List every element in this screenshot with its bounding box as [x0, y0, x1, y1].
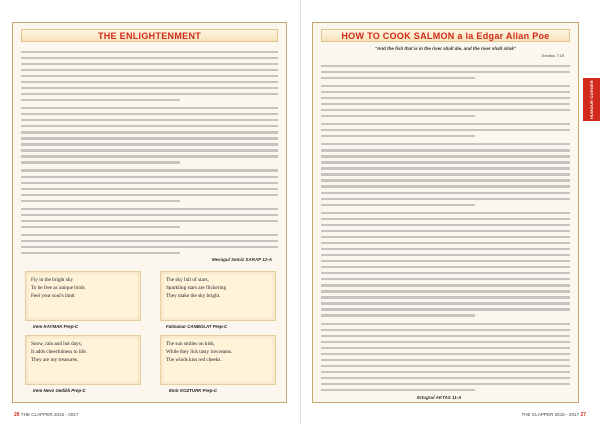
text-line [321, 349, 570, 355]
text-line [321, 305, 570, 311]
text-line [321, 379, 570, 385]
poem-line: They make the sky bright. [166, 293, 221, 299]
text-line [321, 67, 570, 73]
text-line [21, 103, 278, 109]
poem-author: Irem Nevo Gedikli Prep-C [33, 388, 86, 393]
poem-author: Irem KAYMAK Prep-C [33, 324, 79, 329]
text-line [321, 343, 570, 349]
text-line [21, 178, 278, 184]
text-line [321, 287, 570, 293]
footer-text: THE CLAPPER 2016 - 2017 [20, 412, 79, 417]
article-frame-salmon [312, 22, 579, 403]
text-line [321, 331, 570, 337]
text-line [321, 170, 570, 176]
text-line [21, 140, 278, 146]
text-line [21, 146, 278, 152]
text-line [21, 236, 278, 242]
text-line [21, 242, 278, 248]
text-line [321, 269, 570, 275]
article-byline: Mesagul Semiz SARAP 12-A [211, 257, 272, 262]
text-line [21, 128, 278, 134]
article-title-bar [321, 29, 570, 42]
text-line [321, 119, 570, 125]
text-line [321, 87, 570, 93]
text-line [21, 83, 278, 89]
text-line [321, 182, 570, 188]
text-line [21, 71, 278, 77]
text-line [321, 385, 570, 391]
text-line [321, 152, 570, 158]
page-footer [14, 412, 78, 418]
text-line [21, 122, 278, 128]
text-line [21, 204, 278, 210]
text-line [321, 105, 570, 111]
text-line [321, 188, 570, 194]
text-line [321, 226, 570, 232]
page-number: 26 [14, 412, 20, 418]
epigraph-attribution: Exodus 7:18 [541, 53, 564, 58]
article-byline: Ertugrul AKTAS 11-A [417, 395, 462, 400]
section-tab-humour-corner [583, 78, 600, 121]
poem-line: The winds kiss red cheeks. [166, 357, 222, 363]
text-line [21, 65, 278, 71]
poem-line: The sun smiles on kids, [166, 341, 215, 347]
poem-line: Fly in the bright sky [31, 277, 74, 283]
text-line [321, 208, 570, 214]
text-line [21, 53, 278, 59]
poem-line: Feel your soul's limit [31, 293, 75, 299]
text-line [321, 61, 570, 67]
text-line [321, 99, 570, 105]
text-line [321, 146, 570, 152]
text-line [321, 93, 570, 99]
text-line [321, 355, 570, 361]
text-line [321, 319, 570, 325]
text-line [21, 166, 278, 172]
text-line [21, 230, 278, 236]
page-number: 27 [580, 412, 586, 418]
text-line [21, 59, 278, 65]
text-line [321, 263, 570, 269]
text-line [321, 256, 570, 262]
poem-box [160, 335, 276, 385]
text-line [321, 367, 570, 373]
text-line [21, 249, 278, 255]
poem-box [25, 335, 141, 385]
text-line [21, 116, 278, 122]
poem-box [160, 271, 276, 321]
text-line [321, 299, 570, 305]
text-line [21, 152, 278, 158]
text-line [321, 244, 570, 250]
text-line [321, 214, 570, 220]
poem-line: The sky full of stars, [166, 277, 209, 283]
text-line [321, 140, 570, 146]
poem-line: Sparkling stars are flickering [166, 285, 227, 291]
poem-line: To be free as unique birds [31, 285, 85, 291]
text-line [21, 172, 278, 178]
poem-box [25, 271, 141, 321]
text-line [321, 337, 570, 343]
text-line [321, 220, 570, 226]
article-title: THE ENLIGHTENMENT [97, 30, 202, 41]
text-line [321, 325, 570, 331]
text-line [21, 47, 278, 53]
text-line [321, 164, 570, 170]
text-line [321, 238, 570, 244]
text-line [321, 81, 570, 87]
text-line [321, 361, 570, 367]
epigraph-quote: "And the fish that is in the river shall die, and the river shall stink" [374, 46, 517, 51]
text-line [21, 89, 278, 95]
text-line [21, 77, 278, 83]
article-body-text [21, 47, 278, 258]
text-line [321, 176, 570, 182]
text-line [321, 158, 570, 164]
text-line [321, 275, 570, 281]
text-line [21, 210, 278, 216]
article-title-bar [21, 29, 278, 42]
text-line [321, 194, 570, 200]
article-title: HOW TO COOK SALMON a la Edgar Allan Poe [341, 30, 550, 41]
section-tab-label: HUMOUR CORNER [589, 79, 594, 120]
text-line [321, 250, 570, 256]
text-line [21, 216, 278, 222]
poem-line: It adds cheerfulness to life. [31, 349, 88, 355]
article-body-text [321, 61, 570, 395]
right-page [300, 0, 600, 424]
text-line [321, 232, 570, 238]
poem-author: Fatmanur CANBOLAT Prep-C [166, 324, 228, 329]
text-line [321, 373, 570, 379]
poem-line: Snow, rain and hot days, [31, 341, 82, 347]
text-line [21, 134, 278, 140]
footer-text: THE CLAPPER 2016 - 2017 [521, 412, 580, 417]
text-line [321, 281, 570, 287]
text-line [321, 293, 570, 299]
poem-line: While they lick tasty icecreams. [166, 349, 233, 355]
page-footer [521, 412, 586, 418]
text-line [21, 190, 278, 196]
poem-author: Emir KOZTURK Prep-C [169, 388, 218, 393]
text-line [21, 109, 278, 115]
text-line [321, 125, 570, 131]
poem-line: They are my treasures. [31, 357, 79, 363]
text-line [21, 184, 278, 190]
article-frame-enlightenment [12, 22, 287, 403]
